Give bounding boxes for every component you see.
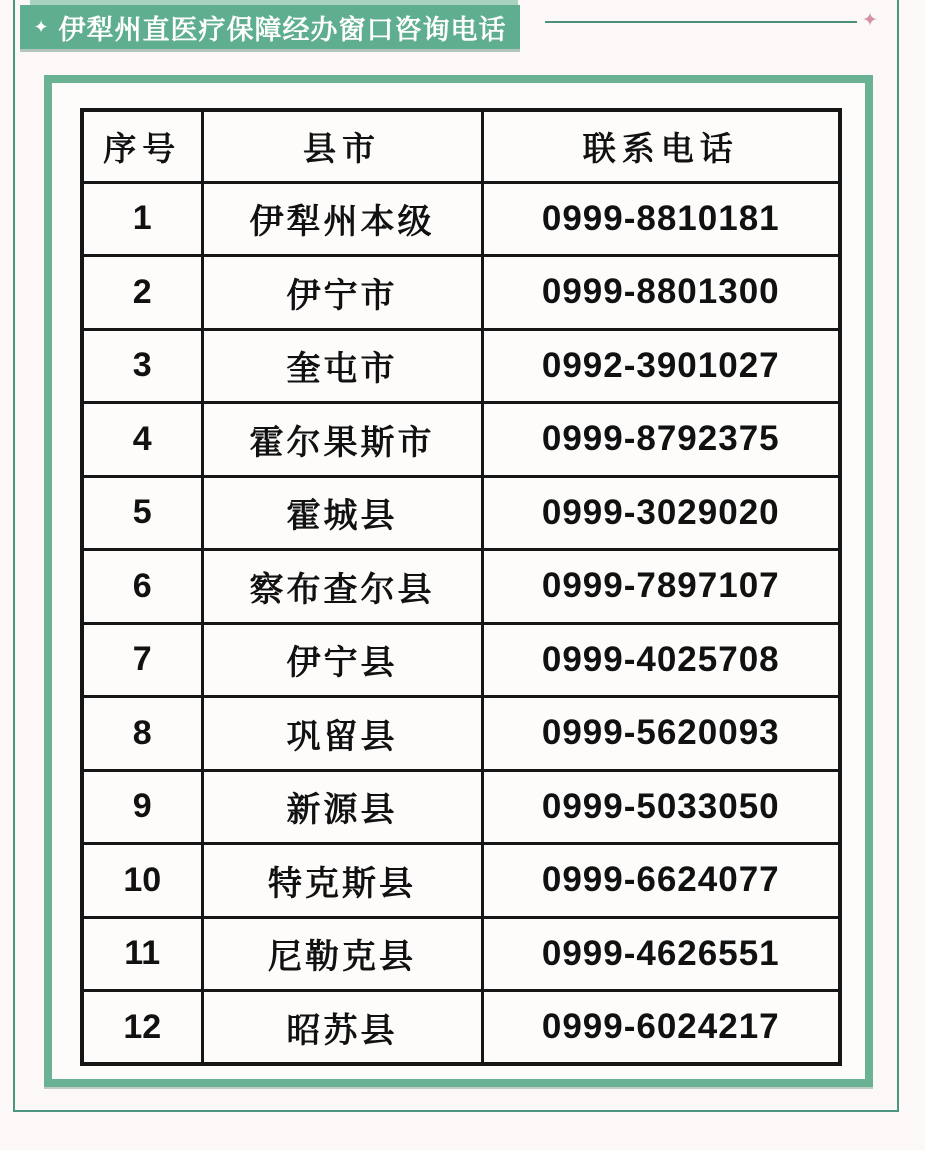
table-row (82, 991, 840, 1065)
row-number: 4 (82, 403, 202, 477)
county-name: 伊宁市 (202, 256, 482, 330)
county-name: 新源县 (202, 770, 482, 844)
row-number: 9 (82, 770, 202, 844)
section-title: 伊犁州直医疗保障经办窗口咨询电话 (58, 14, 507, 45)
pink-diamond-icon: ✦ (862, 10, 878, 31)
table-row (82, 697, 840, 771)
row-number: 1 (82, 182, 202, 256)
phone-number: 0999-8810181 (482, 182, 840, 256)
county-name: 特克斯县 (202, 844, 482, 918)
row-number: 5 (82, 476, 202, 550)
phone-number: 0999-4025708 (482, 623, 840, 697)
table-row (82, 550, 840, 624)
phone-number: 0999-3029020 (482, 476, 840, 550)
row-number: 12 (82, 991, 202, 1065)
phone-number: 0999-8801300 (482, 256, 840, 330)
county-name: 霍尔果斯市 (202, 403, 482, 477)
contact-table (80, 108, 842, 1066)
county-name: 昭苏县 (202, 991, 482, 1065)
table-row (82, 329, 840, 403)
header-county: 县市 (202, 110, 482, 182)
table-row (82, 182, 840, 256)
header-serial: 序号 (82, 110, 202, 182)
table-row (82, 623, 840, 697)
header-phone: 联系电话 (482, 110, 840, 182)
phone-number: 0999-5620093 (482, 697, 840, 771)
county-name: 察布查尔县 (202, 550, 482, 624)
row-number: 8 (82, 697, 202, 771)
phone-number: 0999-7897107 (482, 550, 840, 624)
phone-number: 0999-4626551 (482, 917, 840, 991)
county-name: 奎屯市 (202, 329, 482, 403)
table-row (82, 476, 840, 550)
table-row (82, 403, 840, 477)
row-number: 10 (82, 844, 202, 918)
phone-number: 0999-6024217 (482, 991, 840, 1065)
phone-number: 0999-5033050 (482, 770, 840, 844)
county-name: 伊犁州本级 (202, 182, 482, 256)
section-title-banner (20, 5, 520, 49)
row-number: 6 (82, 550, 202, 624)
row-number: 2 (82, 256, 202, 330)
county-name: 霍城县 (202, 476, 482, 550)
phone-number: 0999-8792375 (482, 403, 840, 477)
row-number: 7 (82, 623, 202, 697)
header-row (82, 110, 840, 182)
white-diamond-icon: ✦ (33, 17, 49, 37)
table-row (82, 770, 840, 844)
county-name: 巩留县 (202, 697, 482, 771)
county-name: 尼勒克县 (202, 917, 482, 991)
decor-line (545, 21, 857, 23)
row-number: 3 (82, 329, 202, 403)
table-row (82, 917, 840, 991)
row-number: 11 (82, 917, 202, 991)
phone-number: 0999-6624077 (482, 844, 840, 918)
phone-number: 0992-3901027 (482, 329, 840, 403)
county-name: 伊宁县 (202, 623, 482, 697)
table-row (82, 844, 840, 918)
table-row (82, 256, 840, 330)
